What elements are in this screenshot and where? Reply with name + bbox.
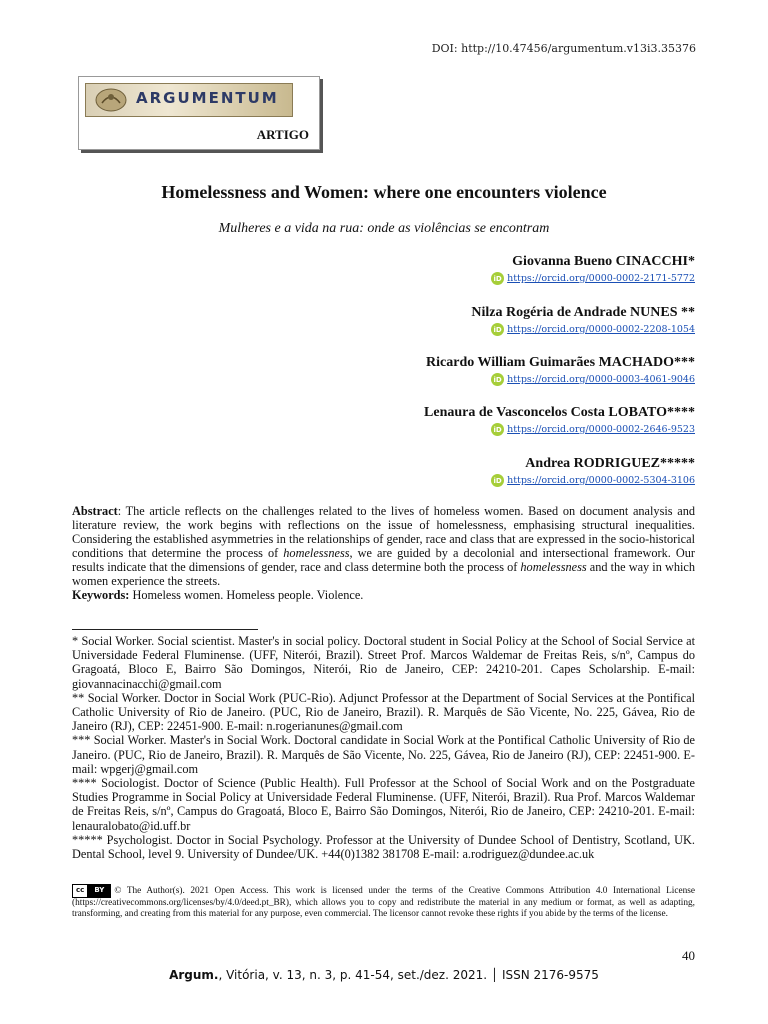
abstract-label: Abstract [72, 504, 118, 518]
section-label: ARTIGO [256, 127, 309, 142]
abstract-text: , we are guided by a decolonial and intersectional framework. Our results indicate that the dimensions of gender, race and class determine both the process of [72, 546, 695, 574]
journal-logo-box [78, 76, 320, 150]
author-name: Ricardo William Guimarães MACHADO*** [426, 355, 695, 370]
abstract-italic: homelessness [283, 546, 350, 560]
orcid-icon: iD [491, 323, 504, 336]
footnote: ** Social Worker. Doctor in Social Work (PUC-Rio). Adjunct Professor at the Department of Social Services at the Pontifical Catholic University of Rio de Janeiro. (PUC, Rio de Janeiro, Brazil). R. Marquês de São Vicente, No. 225, Gávea, Rio de Janeiro (RJ), CEP: 22451-900. E-mail: n.rogerianunes@gmail.com [72, 690, 695, 734]
author-block [426, 355, 695, 386]
author-name: Giovanna Bueno CINACCHI* [512, 254, 695, 269]
footnote-divider [72, 629, 258, 630]
footer-citation: , Vitória, v. 13, n. 3, p. 41-54, set./dez. 2021. │ ISSN 2176-9575 [218, 968, 599, 982]
author-block [491, 254, 695, 285]
journal-logo-text: ARGUMENTUM [136, 89, 279, 107]
author-name: Andrea RODRIGUEZ***** [525, 456, 695, 471]
orcid-icon: iD [491, 373, 504, 386]
footnote: ***** Psychologist. Doctor in Social Psychology. Professor at the University of Dundee School of Dentistry, Scotland, UK. Dental School, level 9. University of Dundee/UK. +44(0)1382 381708 E-mail: a.rodriguez@dundee.ac.uk [72, 832, 695, 862]
orcid-icon: iD [491, 423, 504, 436]
abstract-italic: homelessness [520, 560, 587, 574]
orcid-link[interactable]: https://orcid.org/0000-0002-5304-3106 [507, 475, 695, 486]
abstract-text: : The article reflects on the challenges related to the lives of homeless women. Based on document analysis and literature review, the work begins with reflections on the issue of homelessness, emphasising structural inequalities. Considering the established asymmetries in the relationships of gender, race and class that are expressed in the socio-historical conditions that determine the process of [72, 504, 695, 560]
author-name: Lenaura de Vasconcelos Costa LOBATO**** [424, 405, 695, 420]
orcid-icon: iD [491, 272, 504, 285]
orcid-icon: iD [491, 474, 504, 487]
license-notice [72, 884, 695, 921]
keywords-label: Keywords: [72, 588, 130, 602]
orcid-link[interactable]: https://orcid.org/0000-0003-4061-9046 [507, 374, 695, 385]
paper-title: Homelessness and Women: where one encounters violence [161, 182, 607, 202]
orcid-link[interactable]: https://orcid.org/0000-0002-2208-1054 [507, 324, 695, 335]
author-block [491, 456, 695, 487]
abstract [72, 504, 695, 602]
keywords-text: Homeless women. Homeless people. Violence. [129, 588, 364, 602]
doi-text: DOI: http://10.47456/argumentum.v13i3.35376 [431, 42, 696, 55]
footnote: * Social Worker. Social scientist. Master's in social policy. Doctoral student in Social Policy at the School of Social Service at Universidade Federal Fluminense. (UFF, Niterói, Brazil). Street Prof. Marcos Waldemar de Freitas Reis, s/nº, Campus do Gragoatá, Bloco E, Bairro São Domingos, Niterói, Rio de Janeiro, CEP: 24210-201. Capes Scholarship. E-mail: giovannacinacchi@gmail.com [72, 634, 695, 691]
author-block [424, 405, 695, 436]
cc-icon: cc [73, 885, 88, 897]
journal-logo [85, 83, 293, 117]
orcid-link[interactable]: https://orcid.org/0000-0002-2646-9523 [507, 424, 695, 435]
author-name: Nilza Rogéria de Andrade NUNES ** [471, 305, 695, 320]
page-number: 40 [682, 948, 695, 963]
cc-by-badge[interactable] [72, 884, 111, 898]
license-text: © The Author(s). 2021 Open Access. This work is licensed under the terms of the Creative Commons Attribution 4.0 International License (https://creativecommons.org/licenses/by/4.0/deed.pt_BR), which allows you to copy and redistribute the material in any medium or format, as well as adapting, transforming, and creating from this material for any purpose, even commercial. The licensor cannot revoke these rights if you abide by the terms of the license. [72, 886, 695, 920]
journal-emblem-icon [94, 87, 128, 113]
footnotes [72, 634, 695, 861]
footer-journal: Argum. [169, 968, 219, 982]
page-footer [0, 968, 768, 982]
footnote: *** Social Worker. Master's in Social Work. Doctoral candidate in Social Work at the Pontifical Catholic University of Rio de Janeiro. (PUC, Rio de Janeiro, Brazil). R. Marquês de São Vicente, No. 225, Gávea, Rio de Janeiro (RJ), CEP: 22451-900. E-mail: wpgerj@gmail.com [72, 733, 695, 776]
orcid-link[interactable]: https://orcid.org/0000-0002-2171-5772 [507, 273, 695, 284]
author-block [471, 305, 695, 336]
abstract-text: and the way in which women experience the streets. [72, 560, 695, 588]
paper-subtitle: Mulheres e a vida na rua: onde as violências se encontram [218, 221, 550, 236]
by-icon: BY [88, 885, 110, 897]
footnote: **** Sociologist. Doctor of Science (Public Health). Full Professor at the School of Social Work and on the Postgraduate Studies Programme in Social Policy at Universidade Federal Fluminense. (UFF, Niterói, Brazil). Rua Prof. Marcos Waldemar de Freitas Reis, s/nº, Campus do Gragoatá, Bloco E, Bairro São Domingos, Niterói, Rio de Janeiro, CEP: 24210-201. E-mail: lenauralobato@id.uff.br [72, 776, 695, 833]
